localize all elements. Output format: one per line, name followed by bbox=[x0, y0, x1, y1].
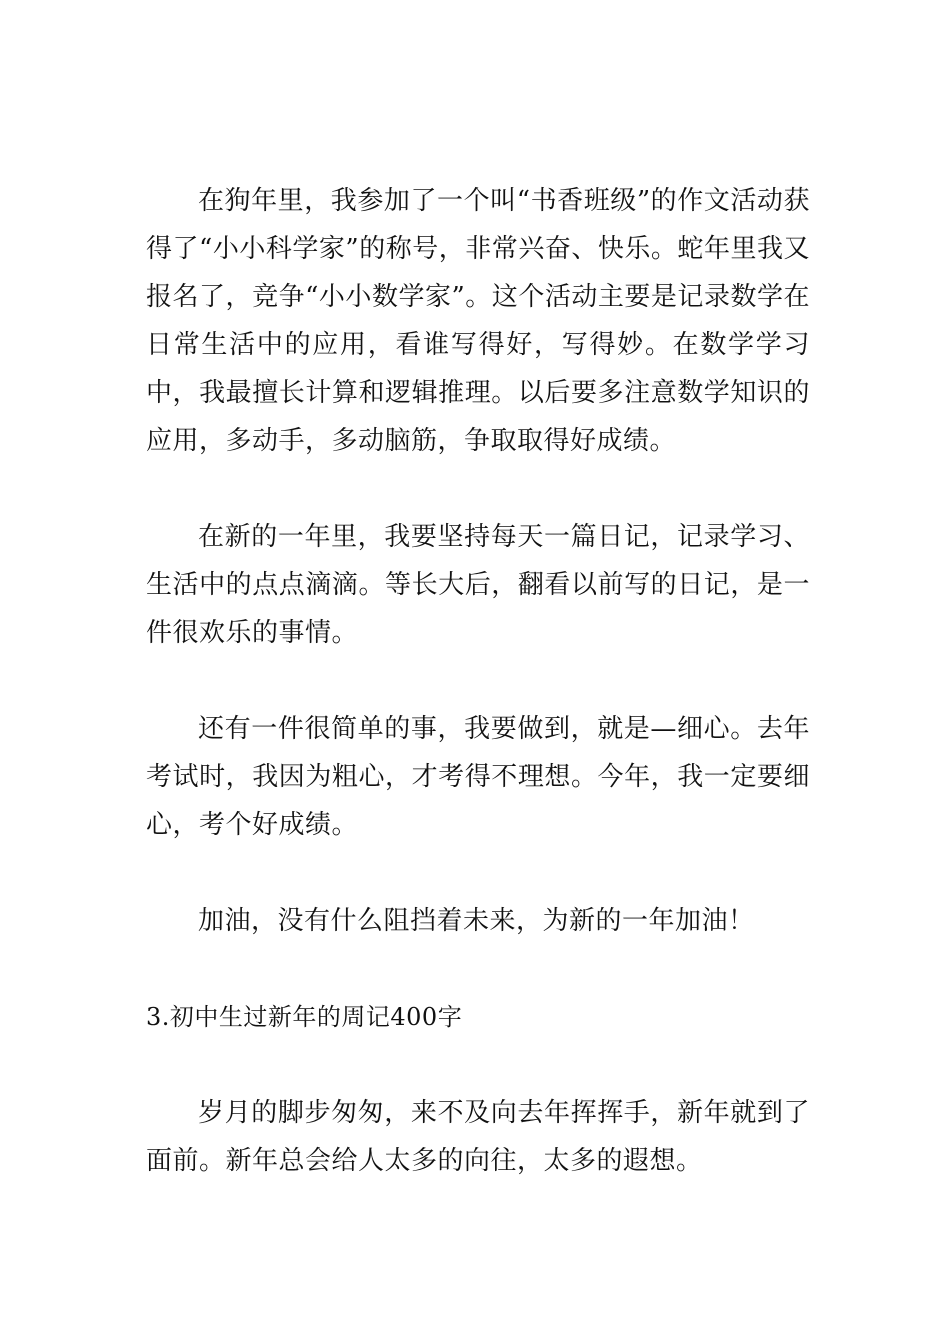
document-body bbox=[146, 177, 810, 1233]
section-heading: 3.初中生过新年的周记400字 bbox=[146, 1003, 463, 1031]
paragraph-5: 岁月的脚步匆匆，来不及向去年挥挥手，新年就到了面前。新年总会给人太多的向往，太多的遐想。 bbox=[146, 1098, 810, 1176]
paragraph-3: 还有一件很简单的事，我要做到，就是—细心。去年考试时，我因为粗心，才考得不理想。今年，我一定要细心，考个好成绩。 bbox=[146, 714, 810, 840]
paragraph-1: 在狗年里，我参加了一个叫“书香班级”的作文活动获得了“小小科学家”的称号，非常兴奋、快乐。蛇年里我又报名了，竞争“小小数学家”。这个活动主要是记录数学在日常生活中的应用，看谁写得好，写得妙。在数学学习中，我最擅长计算和逻辑推理。以后要多注意数学知识的应用，多动手，多动脑筋，争取取得好成绩。 bbox=[146, 186, 810, 456]
paragraph-4: 加油，没有什么阻挡着未来，为新的一年加油！ bbox=[198, 906, 755, 936]
paragraph-2: 在新的一年里，我要坚持每天一篇日记，记录学习、生活中的点点滴滴。等长大后，翻看以前写的日记，是一件很欢乐的事情。 bbox=[146, 522, 810, 648]
